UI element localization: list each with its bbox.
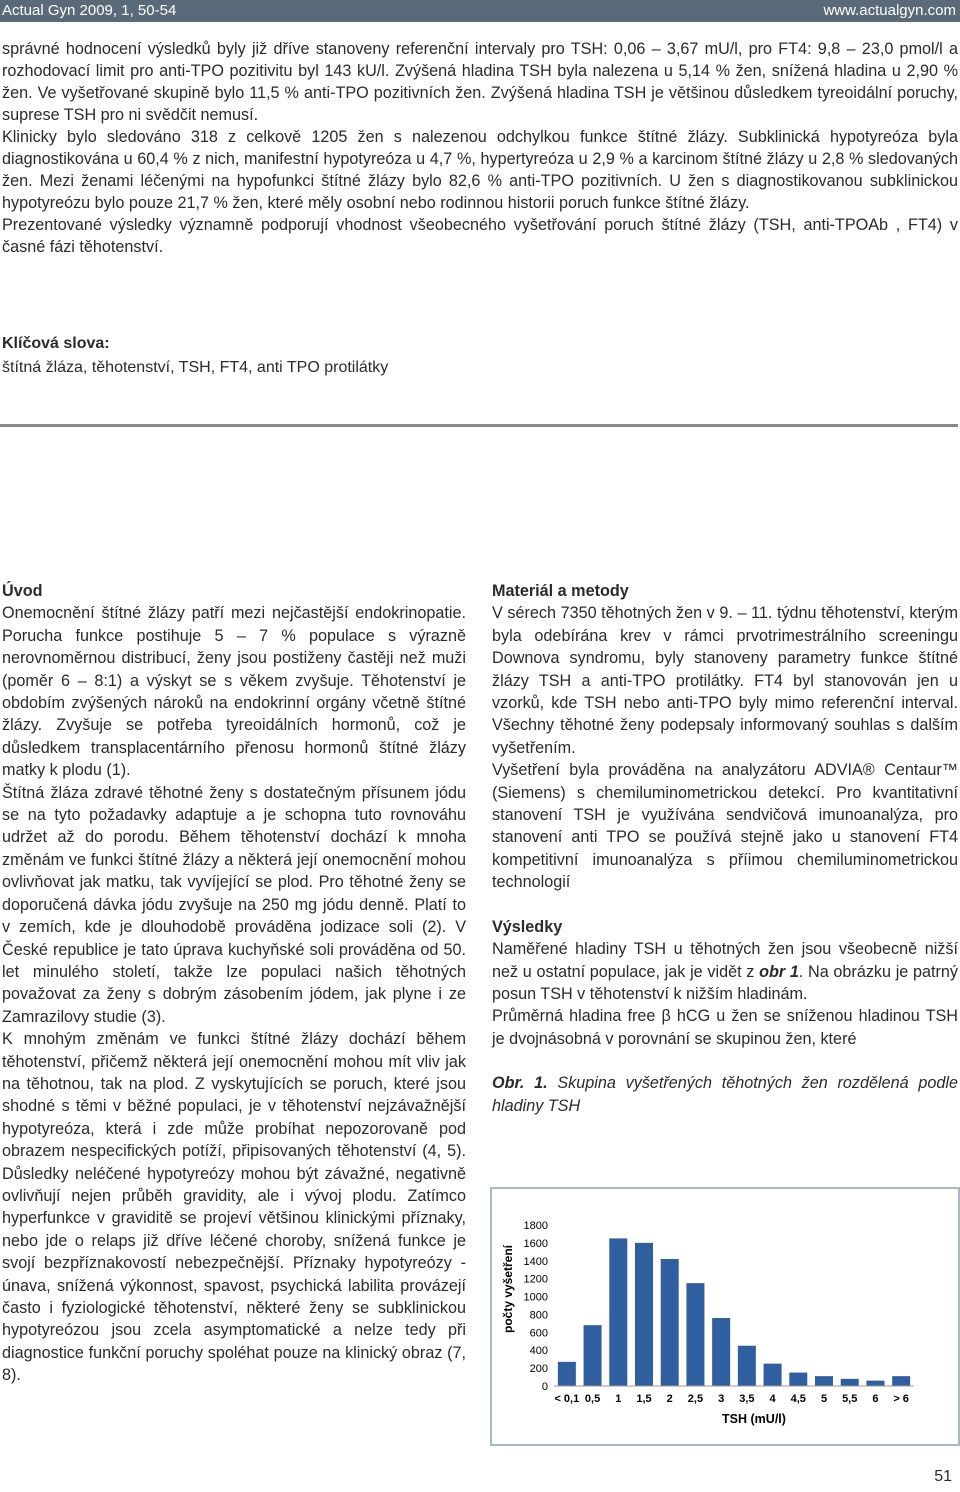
bar: [584, 1325, 602, 1386]
page-number: 51: [934, 1468, 952, 1485]
figure-caption: [492, 1072, 958, 1117]
x-tick-label: 1: [615, 1393, 622, 1405]
abstract: [2, 38, 958, 258]
intro-paragraph: Štítná žláza zdravé těhotné ženy s dostatečným přísunem jódu se na tyto požadavky adaptuje a je schopna tuto rovnováhu udržet až do porodu. Během těhotenství dochází k mnoha změnám ve funkci štítné žlázy a některá její onemocnění mohou ovlivňovat jak matku, tak vyvíjející se plod. Pro těhotné ženy se doporučená dávka jódu zvyšuje na 250 mg jódu denně. Platí to v zemích, kde je dlouhodobě prováděna jodizace soli (2). V České republice je tato úprava kuchyňské soli prováděna od 50. let minulého století, takže lze populaci našich těhotných považovat za ženy s dobrým zásobením jódem, jak plyne i ze Zamrazilovy studie (3).: [2, 783, 466, 1026]
bar: [661, 1259, 679, 1386]
y-tick-label: 400: [529, 1345, 548, 1358]
x-ticks: [554, 1393, 908, 1405]
journal-url-link[interactable]: www.actualgyn.com: [823, 2, 956, 19]
page-header: [0, 0, 960, 22]
abstract-paragraph: Prezentované výsledky významně podporují vhodnost všeobecného vyšetřování poruch štítné žlázy (TSH, anti-TPOAb , FT4) v časné fázi těhotenství.: [2, 216, 958, 256]
right-column: [492, 580, 958, 1117]
y-tick-label: 800: [529, 1309, 548, 1322]
x-tick-label: 4: [769, 1393, 776, 1405]
results-text: . Na obrázku je patrný posun TSH v těhotenství k nižším hladinám.: [492, 962, 958, 1003]
chart-svg: [492, 1189, 958, 1444]
x-tick-label: 5: [820, 1393, 828, 1405]
intro-paragraph: K mnohým změnám ve funkci štítné žlázy dochází během těhotenství, přičemž některá její onemocnění mohou mít vliv jak na těhotnou, tak na plod. Z vyskytujících se poruch, které jsou shodné s těmi v běžné populaci, je v těhotenství nejzávažnější hypotyreóza, která i zde může probíhat nepozorovaně pod obrazem nespecifických potíží, připisovaných těhotenství (4, 5). Důsledky neléčené hypotyreózy mohou být závažné, negativně ovlivňují nejen průběh gravidity, ale i vývoj plodu. Zatímco hyperfunkce v graviditě se projeví většinou klinickými příznaky, nebo jde o relaps již dříve léčené choroby, snížená funkce je svojí bezpříznakovostí nebezpečnější. Příznaky hypotyreózy - únava, snížená výkonnost, spavost, psychická labilita provázejí často i fyziologické těhotenství, některé ženy se subklinickou hypotyreózou jsou zcela asymptomatické a nelze tedy při diagnostice funkční poruchy spoléhat pouze na klinický obraz (7, 8).: [2, 1030, 466, 1385]
y-tick-label: 0: [541, 1381, 548, 1393]
y-tick-label: 1800: [523, 1220, 548, 1232]
left-column: [2, 580, 466, 1387]
y-axis-label: počty vyšetření: [501, 1244, 515, 1334]
results-heading: Výsledky: [492, 917, 563, 936]
x-tick-label: < 0,1: [554, 1393, 580, 1405]
bar: [558, 1362, 576, 1386]
x-tick-label: 6: [872, 1393, 879, 1405]
section-divider: [0, 424, 958, 427]
keywords-text: štítná žláza, těhotenství, TSH, FT4, anti TPO protilátky: [2, 359, 389, 376]
bar: [764, 1364, 782, 1386]
bar: [892, 1376, 910, 1386]
y-tick-label: 1600: [523, 1237, 548, 1250]
x-tick-label: 3: [718, 1393, 725, 1405]
x-tick-label: > 6: [893, 1393, 909, 1405]
bar: [789, 1373, 807, 1386]
x-tick-label: 1,5: [636, 1393, 652, 1405]
y-axis-label-group: [501, 1244, 515, 1333]
bar: [635, 1243, 653, 1386]
y-tick-label: 200: [529, 1363, 548, 1376]
journal-citation: Actual Gyn 2009, 1, 50-54: [2, 2, 177, 19]
x-axis-label: TSH (mU/l): [722, 1412, 786, 1426]
figure-caption-text: Skupina vyšetřených těhotných žen rozdělená podle hladiny TSH: [492, 1074, 958, 1115]
y-ticks: [524, 1220, 548, 1393]
y-tick-label: 1000: [523, 1291, 548, 1304]
results-paragraph: [492, 938, 958, 1005]
bar: [712, 1318, 730, 1386]
keywords-heading: Klíčová slova:: [2, 335, 110, 352]
x-tick-label: 4,5: [790, 1393, 806, 1405]
figure-label: Obr. 1.: [492, 1074, 548, 1093]
intro-paragraph: Onemocnění štítné žlázy patří mezi nejčastější endokrinopatie. Porucha funkce postihuje 5 – 7 % populace s výrazně nerovnoměrnou distribucí, ženy jsou postiženy častěji než muži (poměr 6 – 8:1) a výskyt se s věkem zvyšuje. Těhotenství je obdobím zvýšených nároků na endokrinní orgány včetně štítné žlázy. Zvyšuje se potřeba tyreoidálních hormonů, což je důsledkem transplacentárního přenosu hormonů štítné žlázy matky k plodu (1).: [2, 604, 466, 780]
x-tick-label: 2: [666, 1393, 673, 1405]
methods-paragraph: V sérech 7350 těhotných žen v 9. – 11. týdnu těhotenství, kterým byla odebírána krev v rámci prvotrimestrálního screeningu Downova syndromu, byly stanoveny parametry funkce štítné žlázy TSH a anti-TPO protilátky. FT4 byl stanovován jen u vzorků, kde TSH nebo anti-TPO byly mimo referenční interval. Všechny těhotné ženy podepsaly informovaný souhlas s dalším vyšetřením.: [492, 604, 958, 757]
bar: [609, 1238, 627, 1386]
bar: [738, 1346, 756, 1386]
bar: [866, 1381, 884, 1386]
intro-heading: Úvod: [2, 582, 43, 600]
results-text: Naměřené hladiny TSH u těhotných žen jsou všeobecně nižší než u ostatní populace, jak je vidět z: [492, 940, 958, 981]
y-tick-label: 1400: [523, 1255, 548, 1268]
bar: [686, 1283, 704, 1386]
abstract-paragraph: správné hodnocení výsledků byly již dříve stanoveny referenční intervaly pro TSH: 0,06 – 3,67 mU/l, pro FT4: 9,8 – 23,0 pmol/l a rozhodovací limit pro anti-TPO pozitivitu byl 143 kU/l. Zvýšená hladina TSH byla nalezena u 5,14 % žen, snížená hladina u 2,90 % žen. Ve vyšetřované skupině bylo 11,5 % anti-TPO pozitivních žen. Zvýšená hladina TSH je většinou důsledkem tyreoidální poruchy, suprese TSH pro ni svědčit nemusí.: [2, 40, 958, 124]
bar: [815, 1376, 833, 1386]
methods-paragraph: Vyšetření byla prováděna na analyzátoru ADVIA® Centaur™ (Siemens) s chemiluminometrickou detekcí. Pro kvantitativní stanovení TSH je využívána sendvičová imunoanalýza, pro stanovení anti TPO se používá stejně jako u stanovení FT4 kompetitivní imunoanalýza s příimou chemiluminometrickou technologií: [492, 761, 958, 892]
y-tick-label: 1200: [523, 1273, 548, 1286]
abstract-paragraph: Klinicky bylo sledováno 318 z celkově 1205 žen s nalezenou odchylkou funkce štítné žlázy. Subklinická hypotyreóza byla diagnostikována u 60,4 % z nich, manifestní hypotyreóza u 4,7 %, hypertyreóza u 2,9 % a karcinom štítné žlázy u 2,8 % sledovaných žen. Mezi ženami léčenými na hypofunkci štítné žlázy bylo 82,6 % anti-TPO pozitivních. U žen s diagnostikovanou subklinickou hypotyreózu bylo pouze 21,7 % žen, které měly osobní nebo rodinnou historii poruch funkce štítné žlázy.: [2, 128, 958, 212]
bars: [558, 1238, 910, 1386]
y-tick-label: 600: [529, 1327, 548, 1340]
methods-heading: Materiál a metody: [492, 582, 629, 600]
x-tick-label: 2,5: [687, 1393, 704, 1405]
bar: [841, 1379, 859, 1386]
x-tick-label: 3,5: [739, 1393, 755, 1405]
results-paragraph: Průměrná hladina free β hCG u žen se sníženou hladinou TSH je dvojnásobná v porovnání se skupinou žen, které: [492, 1007, 958, 1048]
x-tick-label: 0,5: [584, 1393, 601, 1405]
figure-reference: obr 1: [759, 962, 799, 981]
x-tick-label: 5,5: [842, 1393, 858, 1405]
tsh-histogram-chart: [490, 1187, 960, 1446]
